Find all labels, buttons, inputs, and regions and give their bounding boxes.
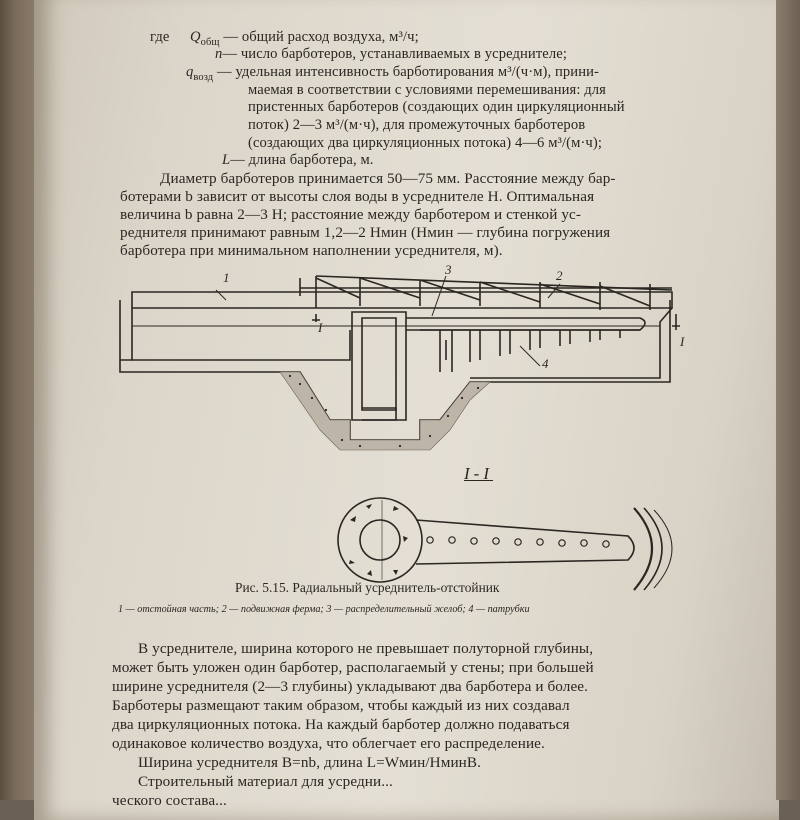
- def-q-air: $q_{возд}$ — удельная интенсивность барботирования м³/(ч·м), прини-: [186, 64, 599, 83]
- p2-line5: два циркуляционных потока. На каждый барботер должно подаваться: [112, 716, 570, 733]
- p1-line5: барботера при минимальном наполнении усреднителя, м).: [120, 242, 503, 259]
- p1-line2: ботерами b зависит от высоты слоя воды в усреднителе H. Оптимальная: [120, 188, 595, 205]
- def-q-air-5: (создающих два циркуляционных потока) 4—6 м³/(м·ч);: [248, 135, 602, 151]
- def-l: L— длина барботера, м.: [222, 152, 374, 168]
- def-n: n— число барботеров, устанавливаемых в усреднителе;: [215, 46, 568, 62]
- section-marker-left: I: [318, 320, 323, 335]
- def-q-air-2: маемая в соответствии с условиями перемешивания: для: [248, 82, 606, 98]
- p1-line4: реднителя принимают равным 1,2—2 Hмин (Hмин — глубина погружения: [120, 224, 611, 241]
- def-where: где: [150, 29, 170, 45]
- figure-label-1: 1: [223, 270, 230, 285]
- p2-line6: одинаковое количество воздуха, что облегчает его распределение.: [112, 735, 545, 752]
- def-q-air-3: пристенных барботеров (создающих один циркуляционный: [248, 99, 625, 115]
- p2-line8: Строительный материал для усредни...: [138, 773, 393, 790]
- figure-legend: 1 — отстойная часть; 2 — подвижная ферма; 3 — распределительный желоб; 4 — патрубки: [118, 604, 530, 615]
- p1-line1: Диаметр барботеров принимается 50—75 мм. Расстояние между бар-: [160, 170, 616, 187]
- def-q-total: $Q_{общ}$ — общий расход воздуха, м³/ч;: [190, 29, 419, 48]
- figure-label-3: 3: [445, 262, 452, 277]
- p2-line7: Ширина усреднителя B=nb, длина L=Wмин/HминB.: [138, 754, 482, 771]
- p2-line1: В усреднителе, ширина которого не превышает полуторной глубины,: [138, 640, 594, 657]
- figure-label-2: 2: [556, 268, 563, 283]
- figure-label-4: 4: [542, 356, 549, 371]
- section-marker-right: I: [680, 334, 685, 349]
- p1-line3: величина b равна 2—3 H; расстояние между барботером и стенкой ус-: [120, 206, 582, 223]
- p2-line4: Барботеры размещают таким образом, чтобы каждый из них создавал: [112, 697, 570, 714]
- figure-caption: Рис. 5.15. Радиальный усреднитель-отстойник: [235, 580, 500, 595]
- p2-line3: ширине усреднителя (2—3 глубины) укладывают два барботера и более.: [112, 678, 589, 695]
- p2-line9: ческого состава...: [112, 792, 227, 809]
- p2-line2: может быть уложен один барботер, располагаемый у стены; при большей: [112, 659, 594, 676]
- section-title: I-I: [464, 464, 493, 483]
- def-q-air-4: поток) 2—3 м³/(м·ч), для промежуточных барботеров: [248, 117, 586, 133]
